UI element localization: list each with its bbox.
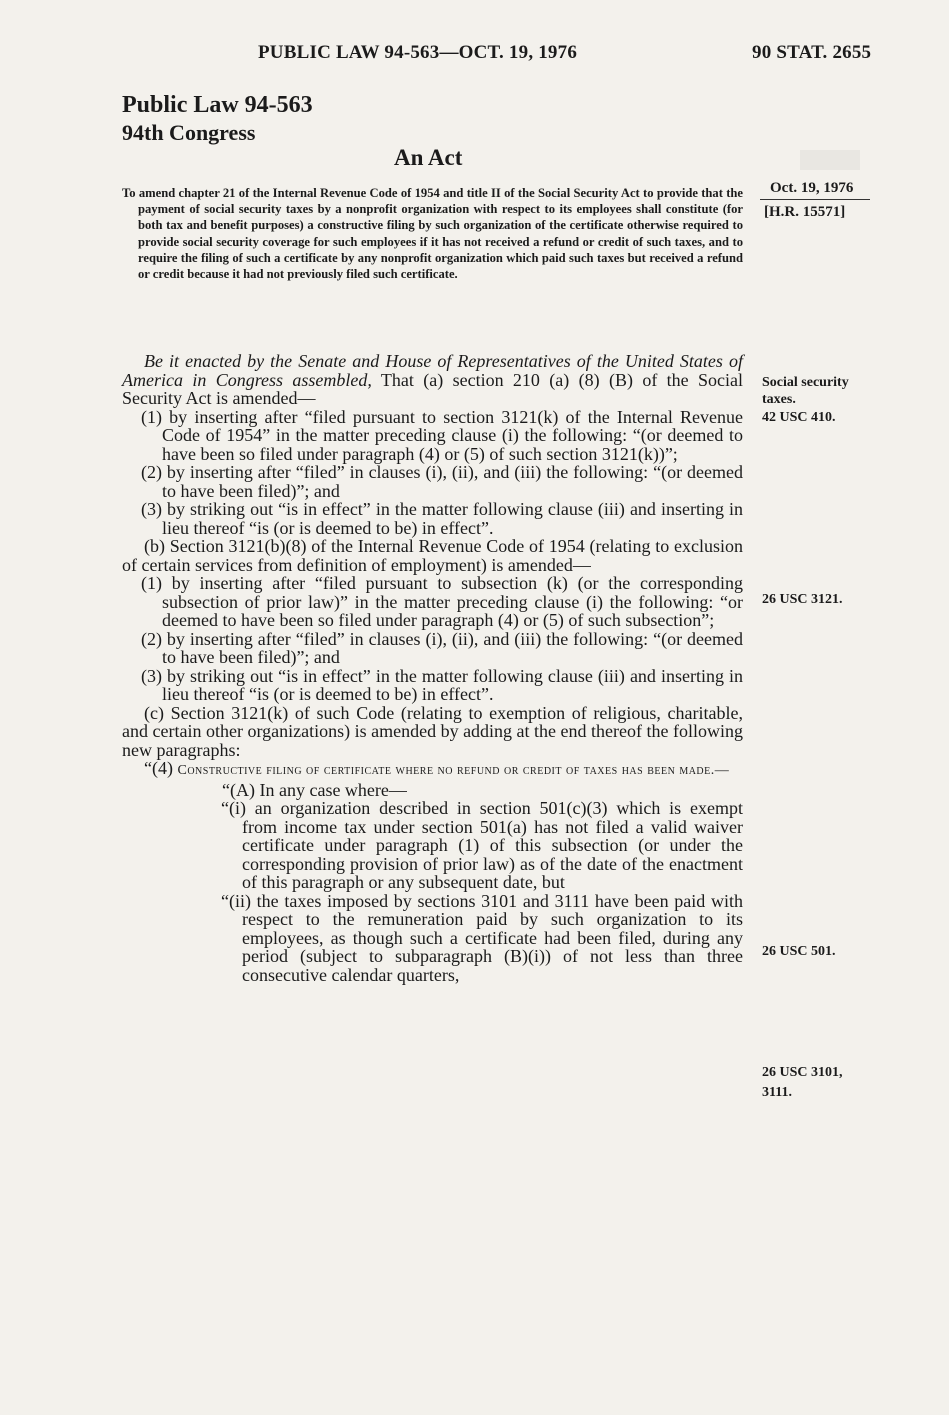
margin-rule [760, 199, 870, 200]
clause-ii: “(ii) the taxes imposed by sections 3101 and 3111 have been paid with respect to the remuneration paid by such organization to its employees, as though such a certificate had been filed, during any period (subject to subparagraph (B)(i)) of not less than three consecutive calendar quarters, [221, 890, 743, 985]
enacting-clause [122, 352, 743, 408]
section-b: (b) Section 3121(b)(8) of the Internal Revenue Code of 1954 (relating to exclusion of certain services from definition of employment) is amended— [122, 536, 743, 575]
purpose-text: To amend chapter 21 of the Internal Revenue Code of 1954 and title II of the Social Security Act to provide that the payment of social security taxes by a nonprofit organization with respect to its employees shall constitute (for both tax and benefit purposes) a constructive filing by such organization of the certificate otherwise required to provide social security coverage for such employees if it has not received a refund or credit of such taxes, and to require the filing of such a certificate by any nonprofit organization which paid such taxes but received a refund or credit because it had not previously filed such certificate. [122, 186, 743, 282]
act-heading: An Act [394, 145, 463, 170]
margin-note-line: taxes. [762, 392, 796, 407]
section-c: (c) Section 3121(k) of such Code (relating to exemption of religious, charitable, and certain other organizations) is amended by adding at the end thereof the following new paragraphs: [122, 702, 743, 760]
margin-note-42usc410: 42 USC 410. [762, 410, 836, 425]
paragraph-c4-title: Constructive filing of certificate where no refund or credit of taxes has been made.— [177, 763, 730, 778]
paragraph-a2: (2) by inserting after “filed” in clauses (i), (ii), and (iii) the following: “(or deemed to have been filed)”; and [141, 462, 743, 501]
paragraph-b1: (1) by inserting after “filed pursuant to subsection (k) (or the corresponding subsection of prior law)” in the matter preceding clause (i) the following: “or deemed to have been so filed under paragraph (4) or (5) of such subsection”; [141, 573, 743, 630]
paper-bleed-through [800, 150, 860, 170]
paragraph-a1: (1) by inserting after “filed pursuant to section 3121(k) of the Internal Revenue Code of 1954” in the matter preceding clause (i) the following: “(or deemed to have been so filed under paragraph (4) or (5) of such section 3121(k))”; [141, 406, 743, 464]
clause-i: “(i) an organization described in section 501(c)(3) which is exempt from income tax under section 501(a) has not filed a valid waiver certificate under paragraph (1) of this subsection (or under the corresponding provision of prior law) as of the date of the enactment of this paragraph or any subsequent date, but [221, 798, 743, 892]
paragraph-a3: (3) by striking out “is in effect” in the matter following clause (iii) and inserting in lieu thereof “is (or is deemed to be) in effect”. [141, 499, 743, 538]
subparagraph-a: “(A) In any case where— [222, 779, 407, 800]
statute-page-number: 90 STAT. 2655 [752, 42, 872, 63]
margin-note-social-security [762, 374, 849, 408]
margin-note-line: 3111. [762, 1085, 792, 1100]
paragraph-b3: (3) by striking out “is in effect” in the matter following clause (iii) and inserting in lieu thereof “is (or is deemed to be) in effect”. [141, 665, 743, 704]
margin-note-26usc3101 [762, 1063, 843, 1103]
paragraph-c4-heading [122, 759, 743, 781]
law-title: Public Law 94-563 [122, 92, 313, 118]
margin-date: Oct. 19, 1976 [770, 180, 854, 196]
paragraph-b2: (2) by inserting after “filed” in clauses (i), (ii), and (iii) the following: “(or deemed to have been filed)”; and [141, 628, 743, 667]
section-a-intro: That (a) section 210 (a) (8) (B) of the Social Security Act is amended— [122, 369, 744, 408]
running-header-title: PUBLIC LAW 94-563—OCT. 19, 1976 [258, 42, 578, 63]
margin-note-line: Social security [762, 375, 849, 390]
enacting-formula: Be it enacted by the Senate and House of Representatives of the United States of America in Congress assembled, [122, 351, 743, 390]
statute-body [122, 352, 743, 984]
purpose-clause [122, 185, 743, 282]
margin-note-26usc501: 26 USC 501. [762, 944, 836, 959]
margin-bill-number: [H.R. 15571] [764, 204, 846, 220]
margin-note-26usc3121: 26 USC 3121. [762, 592, 843, 607]
congress-label: 94th Congress [122, 120, 256, 145]
paragraph-c4-number: “(4) [144, 758, 178, 778]
margin-note-line: 26 USC 3101, [762, 1065, 843, 1080]
